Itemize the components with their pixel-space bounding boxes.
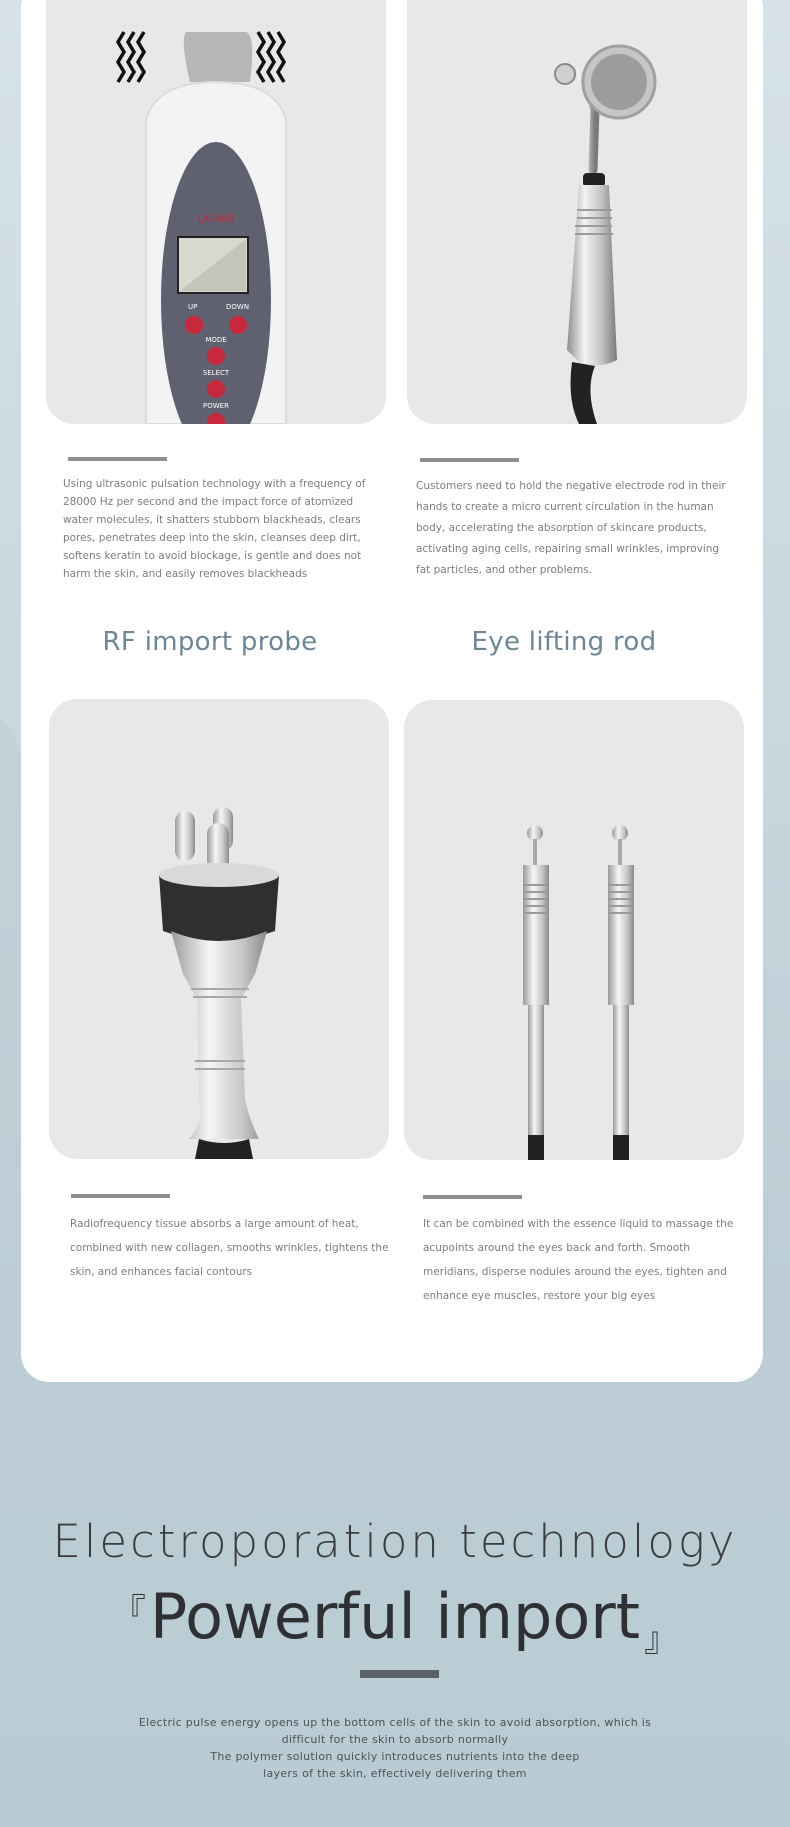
heading-underline — [360, 1670, 439, 1678]
powerful-import-heading — [0, 1580, 790, 1660]
rod-left — [523, 825, 549, 1160]
open-bracket: 『 — [111, 1592, 146, 1632]
rf-probe-description: Radiofrequency tissue absorbs a large amount of heat, combined with new collagen, smooths wrinkles, tightens the skin, and enhances facial contours — [70, 1218, 389, 1278]
rod-right — [608, 825, 634, 1160]
eye-rod-title: Eye lifting rod — [471, 627, 657, 657]
device-down-label: DOWN — [226, 303, 250, 311]
rf-probe-illustration — [49, 699, 389, 1159]
close-bracket: 』 — [644, 1620, 679, 1660]
eye-rod-description: It can be combined with the essence liquid to massage the acupoints around the eyes back and forth. Smooth meridians, disperse nodules around the eyes, tighten and enhance eye muscles, restore your big eyes — [423, 1218, 734, 1302]
device-up-label: UP — [188, 303, 198, 311]
rf-probe-title: RF import probe — [102, 627, 318, 657]
device-select-label: SELECT — [202, 369, 230, 377]
tech-line-2: difficult for the skin to absorb normally — [281, 1733, 509, 1746]
tech-line-4: layers of the skin, effectively delivering them — [263, 1767, 527, 1780]
powerful-import-text: Powerful import — [149, 1580, 641, 1653]
device-mode-label: MODE — [205, 336, 227, 344]
ultrasonic-scrubber-illustration — [46, 0, 386, 424]
divider-rule — [68, 457, 167, 461]
divider-rule — [71, 1194, 170, 1198]
electrode-description: Customers need to hold the negative electrode rod in their hands to create a micro current circulation in the human body, accelerating the absorption of skincare products, activating aging cells, repairing small wrinkles, improving fat particles, and other problems. — [416, 480, 726, 576]
electrode-rod-illustration — [407, 0, 747, 424]
device-power-label: POWER — [203, 402, 229, 410]
eye-rod-illustration — [404, 700, 744, 1160]
eye-lifting-rod-image — [404, 700, 744, 1160]
rf-probe-image — [49, 699, 389, 1159]
electrode-rod-image — [407, 0, 747, 424]
technology-heading: Electroporation technology — [52, 1515, 738, 1568]
divider-rule — [420, 458, 519, 462]
tech-line-1: Electric pulse energy opens up the bottom cells of the skin to avoid absorption, which is — [138, 1716, 652, 1729]
divider-rule — [423, 1195, 522, 1199]
ultrasonic-scrubber-image — [46, 0, 386, 424]
ultrasonic-description: Using ultrasonic pulsation technology with a frequency of 28000 Hz per second and the impact force of atomized water molecules, it shatters stubborn blackheads, clears pores, penetrates deep into the skin, cleanses deep dirt, softens keratin to avoid blockage, is gentle and does not harm the skin, and easily removes blackheads — [63, 478, 366, 580]
device-brand-text: LK-568 — [197, 212, 235, 225]
tech-line-3: The polymer solution quickly introduces nutrients into the deep — [210, 1750, 580, 1763]
